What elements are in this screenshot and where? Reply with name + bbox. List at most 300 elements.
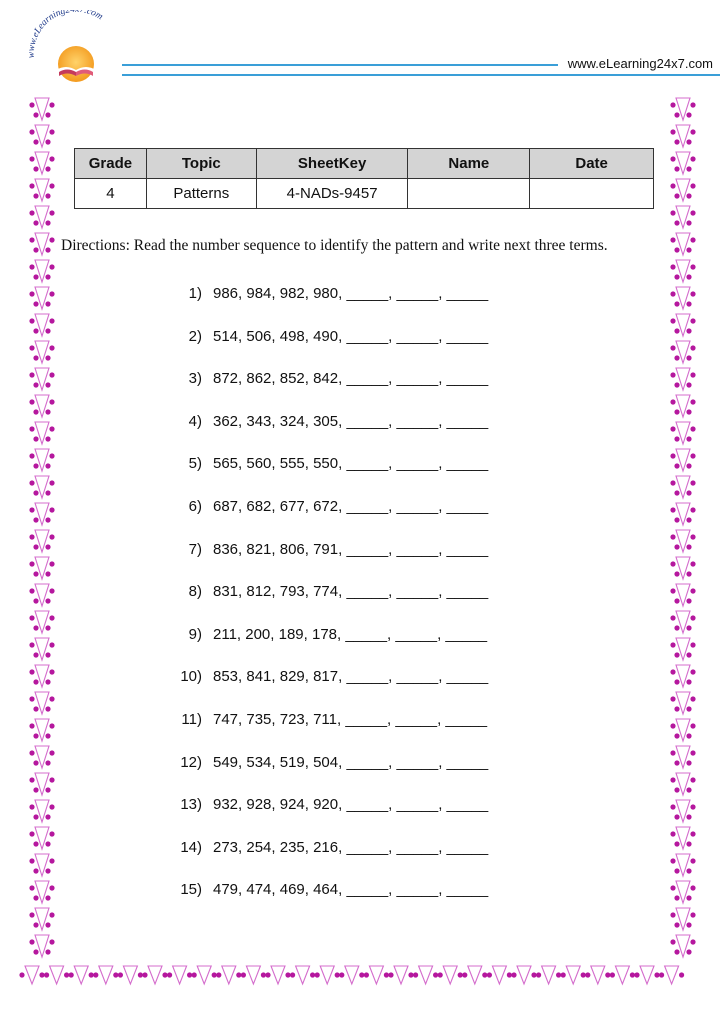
border-dot: [670, 183, 675, 188]
border-dot: [674, 112, 679, 117]
border-triangle: [296, 966, 310, 984]
border-dot: [49, 426, 54, 431]
border-dot: [610, 972, 615, 977]
border-dot: [33, 247, 38, 252]
border-dot: [29, 723, 34, 728]
border-triangle: [566, 966, 580, 984]
border-dot: [670, 237, 675, 242]
border-dot: [33, 949, 38, 954]
border-dot: [670, 723, 675, 728]
border-dot: [45, 706, 50, 711]
border-dot: [674, 895, 679, 900]
border-triangle: [74, 966, 88, 984]
border-dot: [511, 972, 516, 977]
problem-sequence[interactable]: 747, 735, 723, 711, _____, _____, _____: [213, 711, 488, 728]
border-dot: [690, 858, 695, 863]
border-dot: [33, 598, 38, 603]
border-dot: [690, 804, 695, 809]
border-dot: [49, 183, 54, 188]
border-triangle: [99, 966, 113, 984]
border-dot: [45, 841, 50, 846]
problem-number: 8): [188, 583, 202, 601]
border-dot: [408, 972, 413, 977]
border-dot: [670, 453, 675, 458]
border-dot: [29, 858, 34, 863]
info-value-row: [75, 179, 654, 209]
problem-item: [160, 754, 560, 774]
border-dot: [29, 399, 34, 404]
name-field[interactable]: [408, 179, 530, 209]
border-dot: [49, 156, 54, 161]
border-dot: [45, 733, 50, 738]
border-dot: [45, 274, 50, 279]
border-dot: [674, 517, 679, 522]
border-dot: [384, 972, 389, 977]
border-dot: [670, 426, 675, 431]
border-dot: [113, 972, 118, 977]
border-dot: [690, 210, 695, 215]
border-dot: [605, 972, 610, 977]
border-dot: [45, 787, 50, 792]
border-dot: [670, 345, 675, 350]
border-dot: [690, 831, 695, 836]
problem-item: [160, 583, 560, 603]
border-dot: [49, 507, 54, 512]
border-dot: [690, 480, 695, 485]
border-dot: [33, 517, 38, 522]
border-dot: [49, 264, 54, 269]
border-dot: [670, 507, 675, 512]
border-triangle: [173, 966, 187, 984]
border-dot: [686, 895, 691, 900]
border-dot: [670, 588, 675, 593]
border-dot: [413, 972, 418, 977]
border-dot: [187, 972, 192, 977]
border-dot: [49, 750, 54, 755]
problem-sequence[interactable]: 872, 862, 852, 842, _____, _____, _____: [213, 370, 489, 388]
border-dot: [686, 760, 691, 765]
border-dot: [45, 328, 50, 333]
border-dot: [33, 652, 38, 657]
border-dot: [45, 436, 50, 441]
border-dot: [686, 463, 691, 468]
border-dot: [45, 625, 50, 630]
border-dot: [45, 895, 50, 900]
border-dot: [690, 318, 695, 323]
border-triangle: [640, 966, 654, 984]
border-dot: [216, 972, 221, 977]
border-dot: [690, 669, 695, 674]
border-dot: [670, 534, 675, 539]
problem-item: [160, 626, 560, 646]
problem-sequence[interactable]: 836, 821, 806, 791, _____, _____, _____: [213, 540, 489, 558]
problem-number: 2): [188, 327, 202, 345]
border-dot: [45, 490, 50, 495]
border-dot: [33, 841, 38, 846]
border-dot: [29, 804, 34, 809]
border-dot: [29, 291, 34, 296]
border-dot: [670, 912, 675, 917]
border-dot: [674, 571, 679, 576]
site-url[interactable]: www.eLearning24x7.com: [567, 56, 713, 71]
border-dot: [686, 571, 691, 576]
problem-sequence[interactable]: 514, 506, 498, 490, _____, _____, _____: [213, 327, 489, 345]
border-dot: [630, 972, 635, 977]
border-dot: [33, 625, 38, 630]
border-triangle: [345, 966, 359, 984]
border-dot: [33, 463, 38, 468]
grade-value: 4: [75, 179, 147, 209]
border-dot: [690, 426, 695, 431]
border-dot: [686, 949, 691, 954]
border-dot: [49, 804, 54, 809]
border-dot: [670, 885, 675, 890]
border-dot: [49, 372, 54, 377]
problem-sequence[interactable]: 211, 200, 189, 178, _____, _____, _____: [213, 625, 488, 643]
border-dot: [674, 166, 679, 171]
border-dot: [690, 912, 695, 917]
border-dot: [690, 291, 695, 296]
border-dot: [482, 972, 487, 977]
border-dot: [686, 787, 691, 792]
border-dot: [686, 490, 691, 495]
problem-sequence[interactable]: 687, 682, 677, 672, _____, _____, _____: [213, 498, 489, 515]
problem-sequence[interactable]: 932, 928, 924, 920, _____, _____, _____: [213, 796, 489, 814]
border-dot: [29, 615, 34, 620]
border-dot: [29, 588, 34, 593]
border-dot: [33, 679, 38, 684]
border-dot: [45, 598, 50, 603]
border-dot: [674, 463, 679, 468]
border-dot: [674, 868, 679, 873]
border-triangle: [197, 966, 211, 984]
problem-item: [160, 881, 560, 901]
border-dot: [33, 166, 38, 171]
problem-item: [160, 796, 560, 816]
border-dot: [33, 706, 38, 711]
border-dot: [45, 139, 50, 144]
border-dot: [64, 972, 69, 977]
border-dot: [674, 787, 679, 792]
border-dot: [45, 571, 50, 576]
border-dot: [690, 264, 695, 269]
border-dot: [44, 972, 49, 977]
border-dot: [634, 972, 639, 977]
border-dot: [674, 220, 679, 225]
problem-sequence[interactable]: 479, 474, 469, 464, _____, _____, _____: [213, 881, 489, 899]
border-dot: [315, 972, 320, 977]
border-dot: [690, 237, 695, 242]
border-dot: [690, 507, 695, 512]
border-dot: [686, 868, 691, 873]
border-dot: [674, 355, 679, 360]
border-dot: [45, 868, 50, 873]
border-dot: [49, 615, 54, 620]
border-dot: [29, 750, 34, 755]
border-dot: [45, 679, 50, 684]
border-dot: [686, 922, 691, 927]
border-dot: [686, 679, 691, 684]
border-dot: [686, 652, 691, 657]
border-dot: [212, 972, 217, 977]
border-dot: [29, 129, 34, 134]
problem-number: 14): [180, 838, 202, 856]
border-dot: [433, 972, 438, 977]
border-dot: [686, 625, 691, 630]
border-triangle: [50, 966, 64, 984]
border-dot: [192, 972, 197, 977]
name-header: Name: [408, 149, 530, 179]
border-dot: [690, 723, 695, 728]
problem-sequence[interactable]: 565, 560, 555, 550, _____, _____, _____: [213, 455, 489, 473]
border-dot: [507, 972, 512, 977]
problem-sequence[interactable]: 831, 812, 793, 774, _____, _____, _____: [213, 583, 489, 601]
border-dot: [167, 972, 172, 977]
border-dot: [690, 534, 695, 539]
border-dot: [690, 102, 695, 107]
border-dot: [33, 301, 38, 306]
border-dot: [29, 453, 34, 458]
border-dot: [690, 750, 695, 755]
problem-number: 10): [180, 668, 202, 686]
border-dot: [29, 183, 34, 188]
border-triangle: [246, 966, 260, 984]
border-dot: [674, 436, 679, 441]
border-dot: [45, 463, 50, 468]
border-dot: [29, 507, 34, 512]
border-dot: [670, 561, 675, 566]
border-dot: [670, 480, 675, 485]
border-dot: [654, 972, 659, 977]
border-dot: [49, 723, 54, 728]
border-dot: [45, 517, 50, 522]
worksheet-info-table: [74, 148, 654, 209]
border-dot: [674, 544, 679, 549]
problem-item: [160, 668, 560, 688]
border-triangle: [222, 966, 236, 984]
border-dot: [686, 139, 691, 144]
border-dot: [45, 814, 50, 819]
border-dot: [49, 102, 54, 107]
border-dot: [561, 972, 566, 977]
border-dot: [674, 409, 679, 414]
border-dot: [142, 972, 147, 977]
border-dot: [686, 166, 691, 171]
border-dot: [49, 912, 54, 917]
border-dot: [359, 972, 364, 977]
problem-number: 13): [180, 796, 202, 814]
border-dot: [670, 210, 675, 215]
border-dot: [29, 210, 34, 215]
border-dot: [679, 972, 684, 977]
border-dot: [388, 972, 393, 977]
border-dot: [45, 193, 50, 198]
problem-item: [160, 711, 560, 731]
problem-number: 11): [181, 711, 202, 728]
border-dot: [674, 193, 679, 198]
problem-item: [160, 413, 560, 433]
border-dot: [33, 274, 38, 279]
border-dot: [29, 777, 34, 782]
topic-value: Patterns: [146, 179, 256, 209]
border-dot: [670, 615, 675, 620]
border-dot: [670, 750, 675, 755]
sheetkey-value: 4-NADs-9457: [256, 179, 408, 209]
border-dot: [49, 453, 54, 458]
border-dot: [241, 972, 246, 977]
border-dot: [690, 777, 695, 782]
border-dot: [690, 561, 695, 566]
border-dot: [670, 696, 675, 701]
border-dot: [33, 355, 38, 360]
problem-number: 7): [188, 540, 202, 558]
border-dot: [674, 652, 679, 657]
border-dot: [49, 210, 54, 215]
border-dot: [29, 264, 34, 269]
problem-item: [160, 370, 560, 390]
border-dot: [674, 139, 679, 144]
border-dot: [674, 382, 679, 387]
logo-arc-text: www.eLearning2 7.com: [26, 10, 105, 59]
problem-number: 9): [188, 625, 202, 643]
border-dot: [536, 972, 541, 977]
border-dot: [33, 733, 38, 738]
border-dot: [162, 972, 167, 977]
border-dot: [45, 220, 50, 225]
border-dot: [33, 895, 38, 900]
border-dot: [670, 642, 675, 647]
border-dot: [670, 939, 675, 944]
border-dot: [531, 972, 536, 977]
border-dot: [670, 102, 675, 107]
border-dot: [29, 561, 34, 566]
border-dot: [49, 858, 54, 863]
border-dot: [29, 318, 34, 323]
border-dot: [686, 274, 691, 279]
border-triangle: [148, 966, 162, 984]
border-dot: [49, 939, 54, 944]
border-triangle: [517, 966, 531, 984]
border-dot: [29, 426, 34, 431]
border-dot: [686, 355, 691, 360]
border-dot: [690, 939, 695, 944]
border-dot: [39, 972, 44, 977]
border-triangle: [419, 966, 433, 984]
problem-sequence[interactable]: 986, 984, 982, 980, _____, _____, _____: [213, 285, 489, 302]
border-dot: [33, 382, 38, 387]
border-dot: [29, 912, 34, 917]
border-dot: [33, 328, 38, 333]
border-dot: [29, 372, 34, 377]
border-dot: [33, 544, 38, 549]
problem-sequence[interactable]: 362, 343, 324, 305, _____, _____, _____: [213, 412, 489, 430]
border-dot: [49, 831, 54, 836]
border-triangle: [394, 966, 408, 984]
date-field[interactable]: [530, 179, 654, 209]
border-dot: [686, 409, 691, 414]
border-dot: [364, 972, 369, 977]
border-dot: [138, 972, 143, 977]
border-dot: [29, 669, 34, 674]
border-triangle: [492, 966, 506, 984]
border-dot: [49, 669, 54, 674]
border-dot: [686, 544, 691, 549]
border-triangle: [443, 966, 457, 984]
border-dot: [29, 345, 34, 350]
border-dot: [670, 318, 675, 323]
border-dot: [690, 372, 695, 377]
border-dot: [674, 922, 679, 927]
border-dot: [33, 220, 38, 225]
border-dot: [690, 345, 695, 350]
border-dot: [670, 858, 675, 863]
problem-item: [160, 455, 560, 475]
border-dot: [49, 237, 54, 242]
border-dot: [285, 972, 290, 977]
border-dot: [339, 972, 344, 977]
border-triangle: [591, 966, 605, 984]
border-dot: [686, 733, 691, 738]
border-dot: [690, 453, 695, 458]
problem-item: [160, 285, 560, 305]
problem-item: [160, 498, 560, 518]
border-dot: [45, 112, 50, 117]
grade-header: Grade: [75, 149, 147, 179]
directions-text: Directions: Read the number sequence to identify the pattern and write next three terms.: [61, 237, 608, 254]
problem-number: 5): [188, 455, 202, 473]
border-dot: [670, 156, 675, 161]
problem-number: 3): [188, 370, 202, 388]
border-dot: [674, 598, 679, 603]
problem-sequence[interactable]: 853, 841, 829, 817, _____, _____, _____: [213, 668, 489, 686]
border-dot: [686, 193, 691, 198]
border-dot: [29, 885, 34, 890]
border-dot: [33, 193, 38, 198]
border-dot: [686, 301, 691, 306]
border-triangle: [615, 966, 629, 984]
border-dot: [556, 972, 561, 977]
border-dot: [33, 814, 38, 819]
border-dot: [45, 166, 50, 171]
border-dot: [487, 972, 492, 977]
border-triangle: [542, 966, 556, 984]
border-dot: [674, 814, 679, 819]
problem-item: [160, 541, 560, 561]
problem-sequence[interactable]: 549, 534, 519, 504, _____, _____, _____: [213, 753, 489, 771]
problem-item: [160, 328, 560, 348]
border-dot: [674, 733, 679, 738]
border-dot: [670, 399, 675, 404]
border-dot: [335, 972, 340, 977]
border-dot: [45, 409, 50, 414]
border-dot: [45, 922, 50, 927]
border-dot: [690, 696, 695, 701]
border-dot: [670, 669, 675, 674]
border-dot: [674, 949, 679, 954]
border-dot: [49, 345, 54, 350]
border-dot: [49, 561, 54, 566]
border-dot: [686, 814, 691, 819]
border-dot: [49, 696, 54, 701]
problem-sequence[interactable]: 273, 254, 235, 216, _____, _____, _____: [213, 838, 489, 856]
border-dot: [670, 831, 675, 836]
border-triangle: [25, 966, 39, 984]
topic-header: Topic: [146, 149, 256, 179]
border-dot: [690, 129, 695, 134]
border-dot: [33, 139, 38, 144]
border-dot: [310, 972, 315, 977]
border-dot: [49, 642, 54, 647]
